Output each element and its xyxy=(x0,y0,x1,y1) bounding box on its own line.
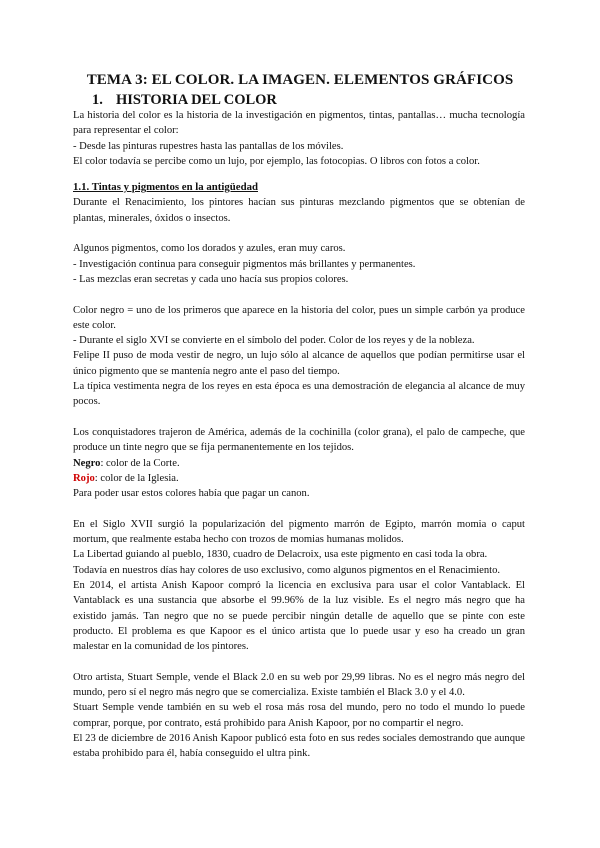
paragraph-black-2: Otro artista, Stuart Semple, vende el Black 2.0 en su web por 29,99 libras. No es el negro más negro del mundo, pero sí el negro más negro que se comercializa. Existe también el Black 3.0 y el 4.0. xyxy=(73,671,525,698)
paragraph-vestimenta: La típica vestimenta negra de los reyes en esta época es una demostración de elegancia al alcance de muy pocos. xyxy=(73,381,525,408)
paragraph-felipe: Felipe II puso de moda vestir de negro, un lujo sólo al alcance de aquellos que podían permitirse usar el único pigmento que se mantenía negro ante el paso del tiempo. xyxy=(73,350,525,377)
line-rojo xyxy=(73,471,525,486)
intro-bullet: - Desde las pinturas rupestres hasta las pantallas de los móviles. xyxy=(73,140,344,152)
section-title: HISTORIA DEL COLOR xyxy=(116,92,277,108)
paragraph-rosa: Stuart Semple vende también en su web el rosa más rosa del mundo, pero no todo el mundo lo puede comprar, porque, por contrato, está prohibido para Anish Kapoor, por no compartir el negro. xyxy=(73,702,525,729)
paragraph-negro: Color negro = uno de los primeros que aparece en la historia del color, pues un simple carbón ya produce este color. xyxy=(73,304,525,331)
paragraph-libertad: La Libertad guiando al pueblo, 1830, cuadro de Delacroix, usa este pigmento en casi toda la obra. xyxy=(73,549,488,561)
intro-line: El color todavía se percibe como un lujo, por ejemplo, las fotocopias. O libros con fotos a color. xyxy=(73,155,480,167)
rojo-label: Rojo xyxy=(73,472,95,484)
paragraph-conquistadores: Los conquistadores trajeron de América, además de la cochinilla (color grana), el palo de campeche, que produce un tinte negro que se fija permanentemente en los tejidos. xyxy=(73,426,525,454)
section-number: 1. xyxy=(92,92,103,108)
paragraph-pigmentos-bullet-1: - Investigación continua para conseguir pigmentos más brillantes y permanentes. xyxy=(73,258,416,270)
subsection-heading: 1.1. Tintas y pigmentos en la antigüedad xyxy=(73,181,258,194)
paragraph-pigmentos: Algunos pigmentos, como los dorados y azules, eran muy caros. xyxy=(73,243,346,255)
paragraph-canon: Para poder usar estos colores había que pagar un canon. xyxy=(73,488,310,500)
paragraph-vantablack: En 2014, el artista Anish Kapoor compró la licencia en exclusiva para usar el color Vantablack. El Vantablack es una sustancia que absorbe el 99.96% de la luz visible. Es el negro más negro que ha existido jamás. Tan negro que no se puede percibir ningún detalle de aquello que se pinte con este producto. El problema es que Kapoor es el único artista que lo puede usar y eso ha creado un gran malestar en la comunidad de los pintores. xyxy=(73,579,525,653)
negro-text: : color de la Corte. xyxy=(100,457,180,469)
document-body xyxy=(73,108,525,761)
negro-label: Negro xyxy=(73,457,101,469)
paragraph-siglo-xvii: En el Siglo XVII surgió la popularización del pigmento marrón de Egipto, marrón momia o caput mortum, que realmente estaba hecho con trozos de momias humanas molidos. xyxy=(73,518,525,546)
paragraph-negro-bullet: - Durante el siglo XVI se convierte en el símbolo del poder. Color de los reyes y de la nobleza. xyxy=(73,335,475,347)
rojo-text: : color de la Iglesia. xyxy=(94,472,179,484)
intro-paragraph: La historia del color es la historia de la investigación en pigmentos, tintas, pantallas… mucha tecnología para representar el color: xyxy=(73,110,525,137)
section-heading xyxy=(92,92,277,109)
paragraph-renacimiento: Durante el Renacimiento, los pintores hacían sus pinturas mezclando pigmentos que se obtenían de plantas, minerales, óxidos o insectos. xyxy=(73,197,525,224)
paragraph-exclusivos: Todavía en nuestros días hay colores de uso exclusivo, como algunos pigmentos en el Renacimiento. xyxy=(73,564,501,576)
paragraph-pigmentos-bullet-2: - Las mezclas eran secretas y cada uno hacía sus propios colores. xyxy=(73,273,349,285)
line-negro xyxy=(73,456,525,471)
paragraph-ultra-pink: El 23 de diciembre de 2016 Anish Kapoor publicó esta foto en sus redes sociales demostrando que aunque estaba prohibido para él, había conseguido el ultra pink. xyxy=(73,732,525,760)
document-title: TEMA 3: EL COLOR. LA IMAGEN. ELEMENTOS GRÁFICOS xyxy=(86,72,514,88)
